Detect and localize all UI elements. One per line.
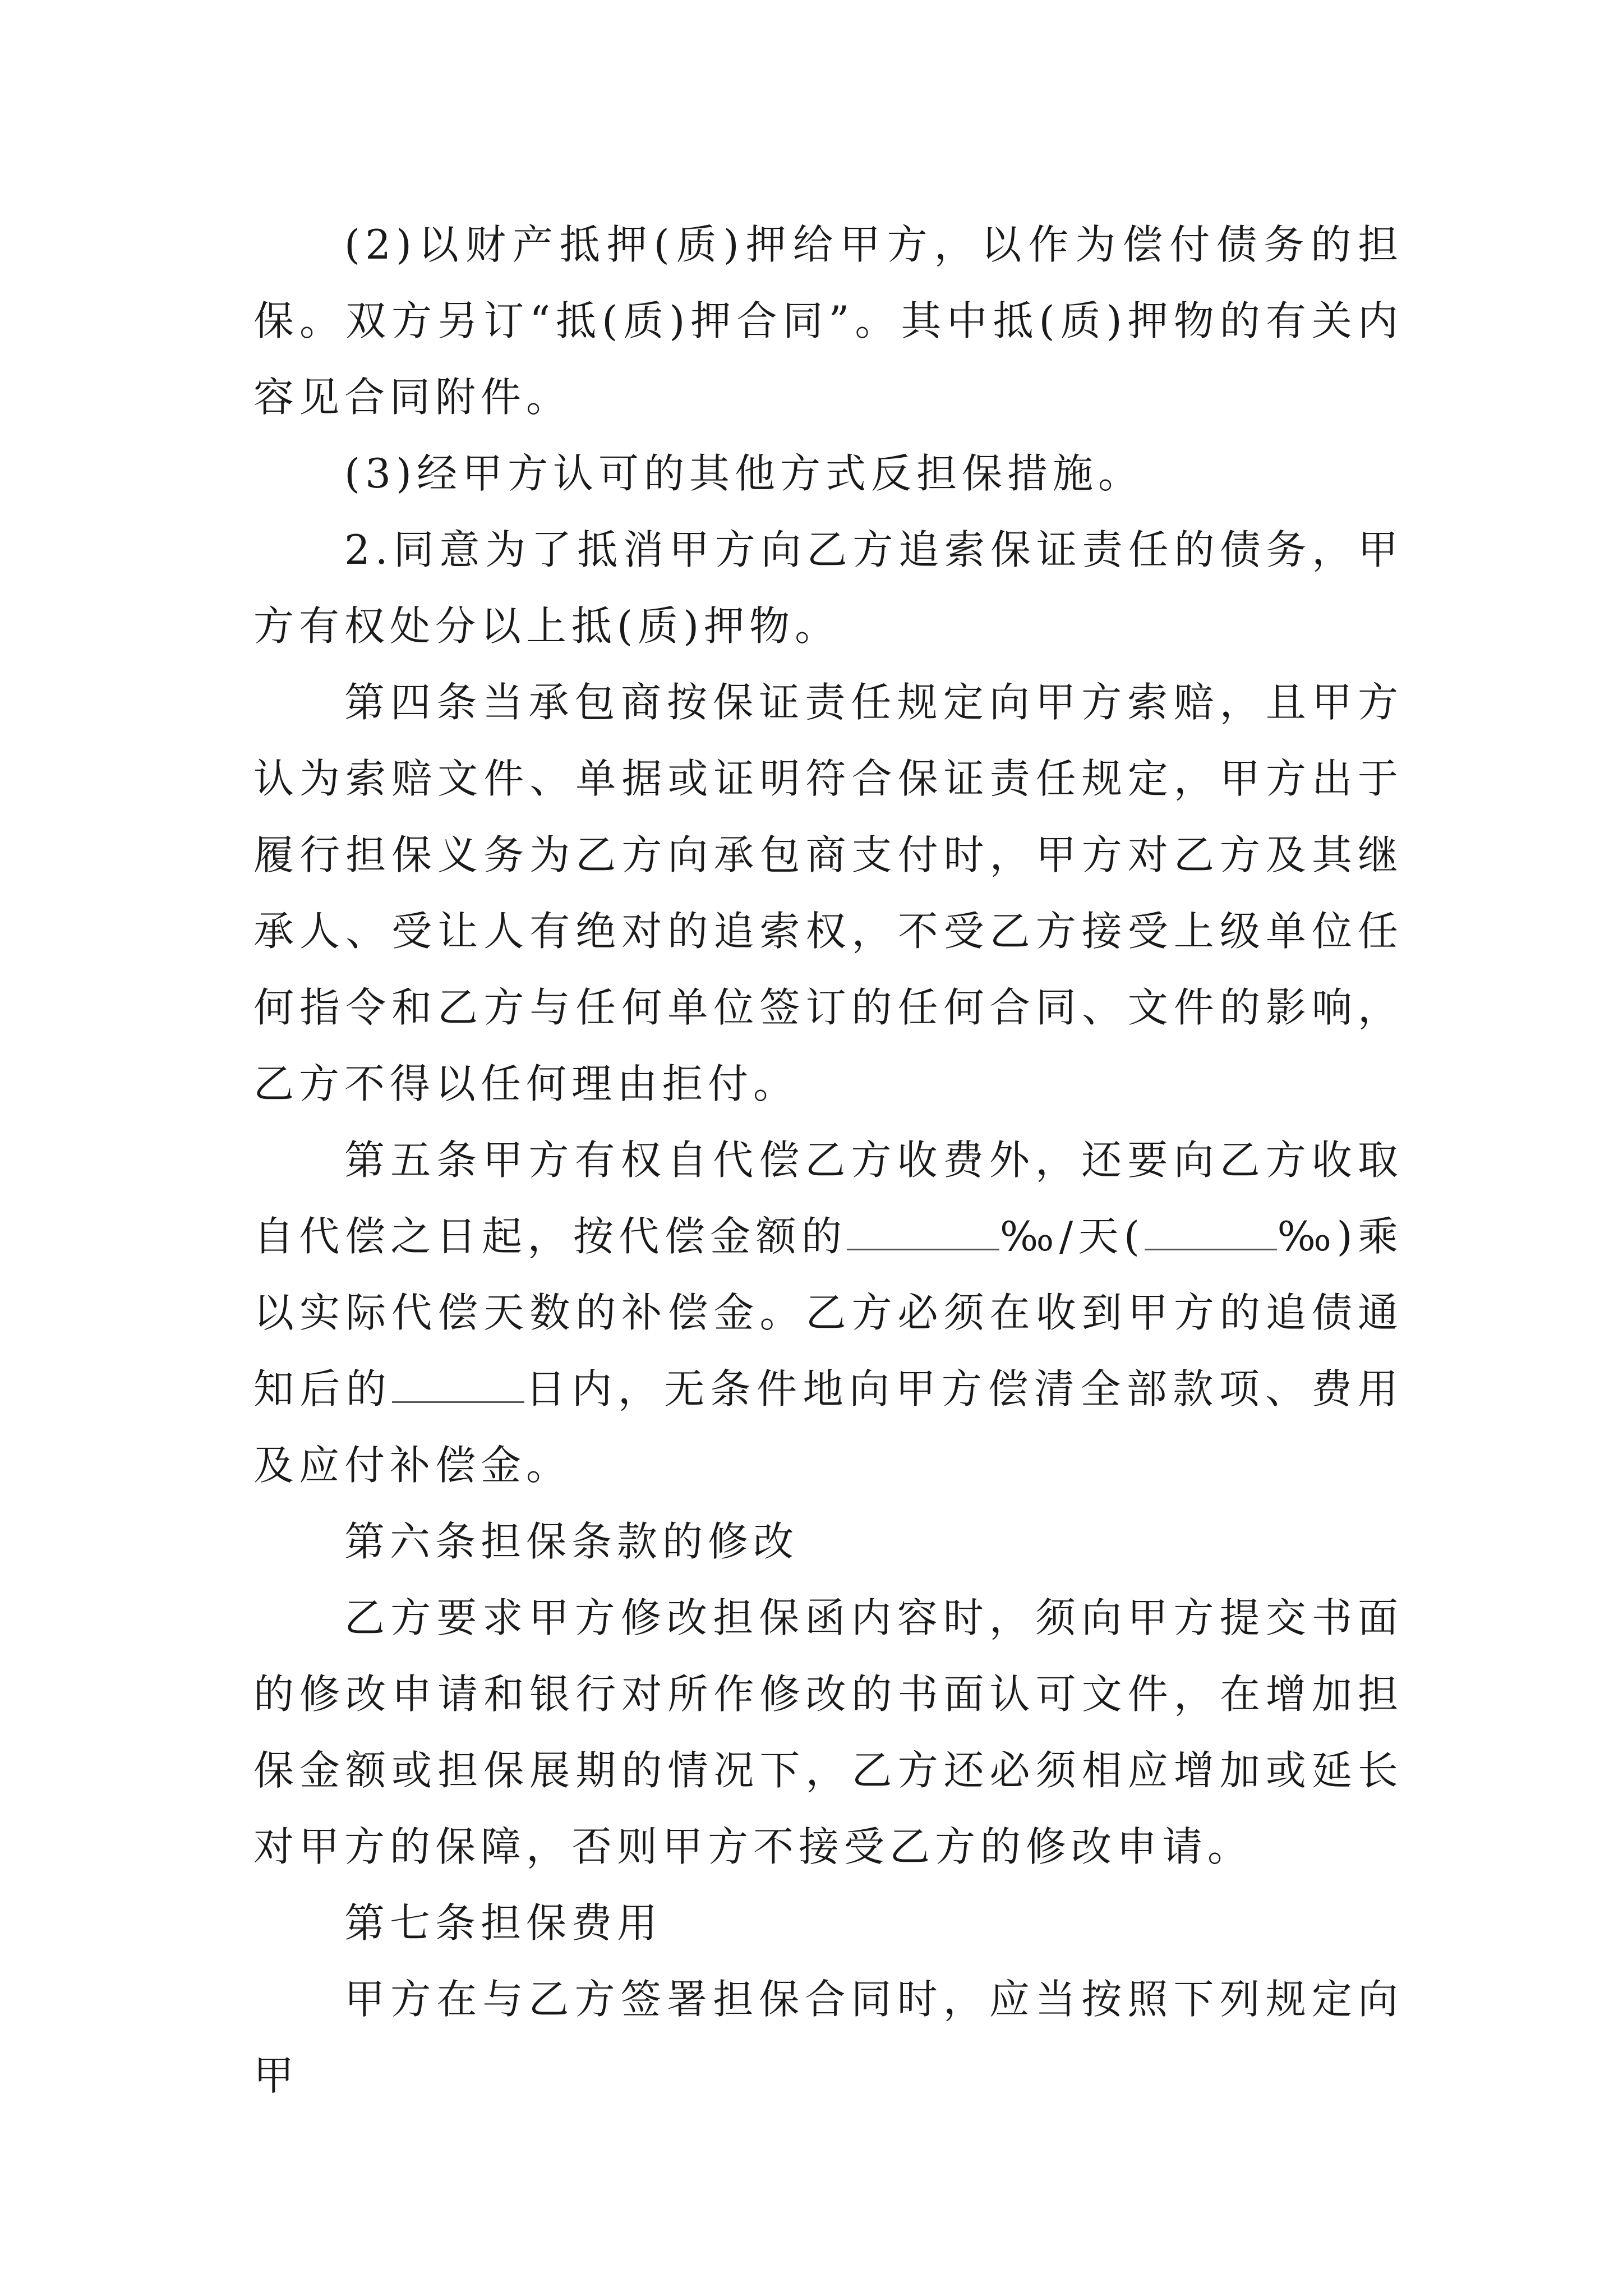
article-5-text-3: ‰)乘以实际代偿天数的补偿金。乙方必须在收到甲方的追债通知后的 xyxy=(253,1213,1403,1412)
article-5-text-4: 日内，无条件地向甲方偿清全部款项、费用及应付补偿金。 xyxy=(253,1365,1403,1489)
blank-days xyxy=(392,1366,524,1403)
heading-article-7: 第七条担保费用 xyxy=(344,1899,663,1947)
blank-rate-in-words xyxy=(1145,1214,1277,1250)
paragraph-article-4: 第四条当承包商按保证责任规定向甲方索赔，且甲方认为索赔文件、单据或证明符合保证责任规定，甲方出于履行担保义务为乙方向承包商支付时，甲方对乙方及其继承人、受让人有绝对的追索权，不受乙方接受上级单位任何指令和乙方与任何单位签订的任何合同、文件的影响，乙方不得以任何理由拒付。 xyxy=(253,679,1403,1107)
article-5-text-2: ‰/天( xyxy=(999,1213,1145,1260)
paragraph-other-counter-guarantee: (3)经甲方认可的其他方式反担保措施。 xyxy=(344,450,1144,497)
blank-rate-per-day xyxy=(847,1214,999,1250)
document-body xyxy=(253,206,1403,2114)
paragraph-article-5 xyxy=(253,1122,1403,1503)
paragraph-disposal-right: 2.同意为了抵消甲方向乙方追索保证责任的债务，甲方有权处分以上抵(质)押物。 xyxy=(253,526,1403,650)
heading-article-6: 第六条担保条款的修改 xyxy=(344,1518,799,1565)
paragraph-article-7-body: 甲方在与乙方签署担保合同时，应当按照下列规定向甲 xyxy=(253,1976,1403,2099)
paragraph-pledge-collateral: (2)以财产抵押(质)押给甲方，以作为偿付债务的担保。双方另订“抵(质)押合同”。其中抵(质)押物的有关内容见合同附件。 xyxy=(253,221,1403,421)
article-5-text-1: 第五条甲方有权自代偿乙方收费外，还要向乙方收取自代偿之日起，按代偿金额的 xyxy=(253,1137,1403,1260)
paragraph-article-6-body: 乙方要求甲方修改担保函内容时，须向甲方提交书面的修改申请和银行对所作修改的书面认可文件，在增加担保金额或担保展期的情况下，乙方还必须相应增加或延长对甲方的保障，否则甲方不接受乙方的修改申请。 xyxy=(253,1594,1403,1870)
